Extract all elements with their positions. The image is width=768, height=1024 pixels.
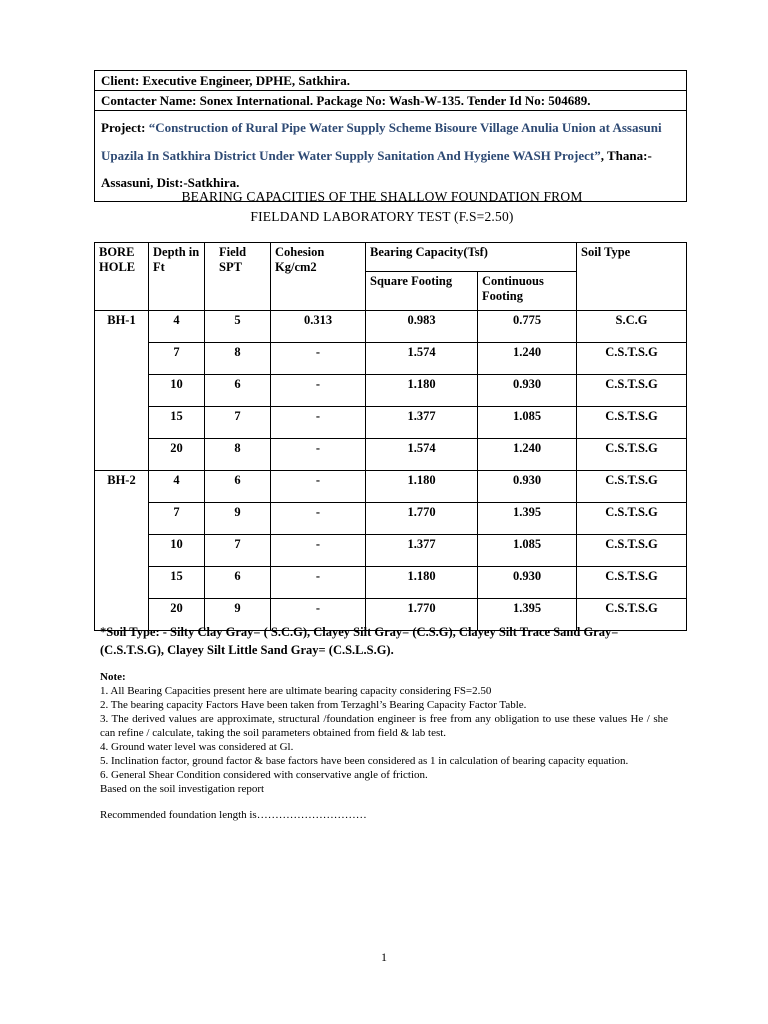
continuous-footing-cell: 1.085 [478, 535, 577, 567]
cohesion-cell: - [271, 343, 366, 375]
soil-type-cell: C.S.T.S.G [577, 343, 687, 375]
header-square-footing: Square Footing [366, 272, 478, 311]
spt-cell: 9 [205, 503, 271, 535]
cohesion-cell: 0.313 [271, 311, 366, 343]
table-row [95, 407, 687, 439]
note-item: 3. The derived values are approximate, structural /foundation engineer is free from any obligation to use these values He / she can refine / calculate, taking the soil parameters obtained from field & lab test. [100, 713, 668, 739]
spt-cell: 7 [205, 407, 271, 439]
soil-type-cell: C.S.T.S.G [577, 375, 687, 407]
table-row [95, 503, 687, 535]
depth-cell: 20 [149, 439, 205, 471]
square-footing-cell: 1.574 [366, 343, 478, 375]
report-title-line-2: FIELDAND LABORATORY TEST (F.S=2.50) [250, 209, 514, 224]
contacter-line: Contacter Name: Sonex International. Package No: Wash-W-135. Tender Id No: 504689. [95, 91, 686, 111]
spt-cell: 6 [205, 471, 271, 503]
cohesion-cell: - [271, 375, 366, 407]
table-row [95, 311, 687, 343]
continuous-footing-cell: 0.775 [478, 311, 577, 343]
spt-cell: 6 [205, 567, 271, 599]
soil-type-cell: C.S.T.S.G [577, 471, 687, 503]
header-soil-type: Soil Type [577, 243, 687, 311]
note-item: 6. General Shear Condition considered with conservative angle of friction. [100, 769, 428, 781]
square-footing-cell: 1.180 [366, 567, 478, 599]
depth-cell: 4 [149, 471, 205, 503]
soil-type-cell: C.S.T.S.G [577, 439, 687, 471]
note-item: 5. Inclination factor, ground factor & base factors have been considered as 1 in calculation of bearing capacity equation. [100, 755, 629, 767]
note-item: Based on the soil investigation report [100, 783, 265, 795]
soil-type-cell: S.C.G [577, 311, 687, 343]
notes-heading: Note: [100, 671, 126, 683]
recommended-foundation-length: Recommended foundation length is………………………… [100, 809, 367, 821]
header-continuous-footing: Continuous Footing [478, 272, 577, 311]
soil-type-legend: *Soil Type: - Silty Clay Gray= ( S.C.G), Clayey Silt Gray= (C.S.G), Clayey Silt Trace Sand Gray= (C.S.T.S.G), Clayey Silt Little Sand Gray= (C.S.L.S.G). [100, 625, 619, 657]
cohesion-cell: - [271, 471, 366, 503]
spt-cell: 6 [205, 375, 271, 407]
square-footing-cell: 1.180 [366, 375, 478, 407]
depth-cell: 10 [149, 535, 205, 567]
note-item: 2. The bearing capacity Factors Have been taken from Terzaghl’s Bearing Capacity Factor Table. [100, 699, 527, 711]
cohesion-cell: - [271, 407, 366, 439]
spt-cell: 7 [205, 535, 271, 567]
depth-cell: 15 [149, 567, 205, 599]
borehole-label: BH-2 [95, 471, 149, 631]
continuous-footing-cell: 0.930 [478, 567, 577, 599]
continuous-footing-cell: 0.930 [478, 471, 577, 503]
project-suffix: , Thana:-Assasuni, Dist:-Satkhira. [101, 147, 652, 190]
header-spt: Field SPT [205, 243, 271, 311]
notes-section [100, 670, 668, 822]
square-footing-cell: 1.180 [366, 471, 478, 503]
soil-type-cell: C.S.T.S.G [577, 503, 687, 535]
continuous-footing-cell: 1.240 [478, 439, 577, 471]
square-footing-cell: 1.574 [366, 439, 478, 471]
table-header-row [95, 243, 687, 272]
note-item: 1. All Bearing Capacities present here are ultimate bearing capacity considering FS=2.50 [100, 685, 492, 697]
soil-type-cell: C.S.T.S.G [577, 567, 687, 599]
continuous-footing-cell: 1.240 [478, 343, 577, 375]
header-box [94, 70, 687, 202]
depth-cell: 4 [149, 311, 205, 343]
soil-type-cell: C.S.T.S.G [577, 535, 687, 567]
header-bearing-capacity: Bearing Capacity(Tsf) [366, 243, 577, 272]
square-footing-cell: 0.983 [366, 311, 478, 343]
table-row [95, 439, 687, 471]
depth-cell: 10 [149, 375, 205, 407]
report-title [94, 187, 670, 227]
report-title-line-1: BEARING CAPACITIES OF THE SHALLOW FOUNDATION FROM [181, 189, 583, 204]
borehole-label: BH-1 [95, 311, 149, 471]
note-item: 4. Ground water level was considered at Gl. [100, 741, 294, 753]
depth-cell: 7 [149, 343, 205, 375]
header-depth: Depth in Ft [149, 243, 205, 311]
project-title: “Construction of Rural Pipe Water Supply Scheme Bisoure Village Anulia Union at Assasuni Upazila In Satkhira District Under Water Supply Sanitation And Hygiene WASH Project” [101, 120, 662, 163]
table-row [95, 375, 687, 407]
cohesion-cell: - [271, 567, 366, 599]
cohesion-cell: - [271, 503, 366, 535]
header-cohesion: Cohesion Kg/cm2 [271, 243, 366, 311]
continuous-footing-cell: 1.085 [478, 407, 577, 439]
spt-cell: 8 [205, 343, 271, 375]
square-footing-cell: 1.377 [366, 535, 478, 567]
bearing-capacity-table [94, 242, 687, 631]
square-footing-cell: 1.770 [366, 599, 478, 631]
project-label: Project: [101, 120, 149, 135]
header-borehole: BORE HOLE [95, 243, 149, 311]
spt-cell: 5 [205, 311, 271, 343]
soil-type-cell: C.S.T.S.G [577, 407, 687, 439]
continuous-footing-cell: 1.395 [478, 503, 577, 535]
spt-cell: 9 [205, 599, 271, 631]
page-number: 1 [381, 950, 387, 964]
table-row [95, 567, 687, 599]
table-row [95, 535, 687, 567]
cohesion-cell: - [271, 439, 366, 471]
table-row [95, 471, 687, 503]
continuous-footing-cell: 0.930 [478, 375, 577, 407]
square-footing-cell: 1.770 [366, 503, 478, 535]
depth-cell: 15 [149, 407, 205, 439]
depth-cell: 7 [149, 503, 205, 535]
continuous-footing-cell: 1.395 [478, 599, 577, 631]
cohesion-cell: - [271, 535, 366, 567]
soil-type-cell: C.S.T.S.G [577, 599, 687, 631]
client-line: Client: Executive Engineer, DPHE, Satkhira. [95, 71, 686, 91]
depth-cell: 20 [149, 599, 205, 631]
cohesion-cell: - [271, 599, 366, 631]
square-footing-cell: 1.377 [366, 407, 478, 439]
table-row [95, 343, 687, 375]
spt-cell: 8 [205, 439, 271, 471]
